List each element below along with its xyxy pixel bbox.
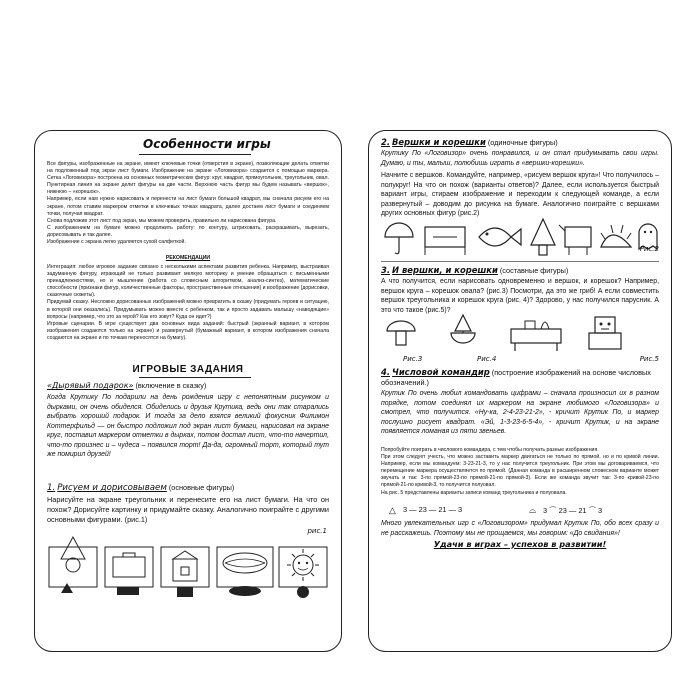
robot-drawing (589, 317, 621, 349)
intro-paragraph: Снова подложив этот лист под экран, мы можем проверить, правильно ли нарисована фигура. (47, 217, 277, 224)
task1-text: Нарисуйте на экране треугольник и перенесите его на лист бумаги. На что он похож? Дорисуйте картинку и придумайте сказку. Аналогично поиграйте с другими основными фигурами. (рис.1) (47, 495, 329, 525)
figure2-label: Рис.2 (639, 245, 659, 253)
figure3-5-drawings (381, 311, 659, 355)
tri-house-drawing (49, 537, 97, 593)
task4-note: (построение изображений на основе числовых обозначений.) (381, 368, 651, 388)
right-page (368, 130, 672, 652)
task2-number: 2. (381, 137, 391, 147)
task1-number: 1. (47, 483, 56, 493)
task2-heading (381, 137, 659, 148)
task3-note: (составные фигуры) (499, 266, 569, 275)
task4-title: Числовой командир (392, 367, 490, 377)
table-drawing (511, 321, 561, 351)
task2-title: Вершки и корешки (392, 137, 486, 147)
command-half-oval: 3 ⌒ 23 — 21 ⌒ 3 (543, 506, 603, 515)
closing-text: Много увлекательных игр с «Логовизором» придумал Крутик По, обо всех сразу и не расскажешь. Поэтому мы не прощаемся, мы говорим: «До свидания»! (381, 520, 659, 537)
intro-text (47, 161, 329, 246)
half-oval-icon: ⌓ (529, 505, 537, 515)
bench-drawing (425, 227, 465, 255)
bag-drawing (105, 547, 153, 595)
task4-number: 4. (381, 367, 391, 377)
intro-paragraph: Изображение с экрана легко удаляется сухой салфеткой. (47, 239, 186, 246)
task1-title: Рисуем и дорисовываем (57, 483, 167, 493)
task4-story: Крутик По очень любил командовать цифрами – сначала произносил их в разном порядке, потом соединял их маркером на экране любимого «Логовизора» и смотрел, что получится. «Ну-ка, 2-4-23-21-2», - кричит Крутик По, и маркер послушно рисует квадрат. «Эй, 1-3-23-6-5-4», - кричит Крутик, и на экране появляется ломаная из пяти звеньев. (381, 390, 659, 435)
mushroom-drawing (387, 321, 415, 345)
figure5-label: Рис.5 (639, 355, 659, 363)
recommendations-text (47, 264, 329, 342)
house-drawing (161, 547, 209, 597)
task4-text (381, 447, 659, 497)
figure2-drawings (381, 215, 659, 259)
tree-drawing (531, 219, 555, 255)
gift-note: (включение в сказку) (135, 381, 207, 390)
recommendation-paragraph: Придумай сказку. Несложно дорисованных изображений можно превратить в сказку (придумать героев и ситуацию, в которой они оказались). Придумывать можно вместе с ребенком, так и просто задавать малышу «наводящие» вопросы (например, что это за герой? Как его зовут? Куда он идет?) (47, 299, 329, 320)
task2-note: (одиночные фигуры) (487, 138, 558, 147)
intro-paragraph: Все фигуры, изображенные на экране, имеют ключевые точки (отверстия в экране), позволяющие делать отметки на подложенный под экран лист бумаги. Изображение на экране «Логовизора» создается с помощью маркера. Сетка «Логовизора» построена из основных геометрических фигур: круг, квадрат, прямоугольник, треугольник, овал. Пунктирная линия на экране делит фигуры на две части. Верхнюю часть фигур мы будем называть «вершок», нижнюю – «корешок». (47, 161, 329, 196)
task4-paragraph: При этом следует учесть, что можно заставить маркер двигаться не только по прямой, но и по кривой линии. Например, если мы командуем: 3-23-21-3, то у нас получится треугольник. При этом мы договариваемся, что перемещение маркера осуществляется по прямой. (Данная команда в расширенном словесном варианте может звучать и так: 3-по прямой-23-по прямой-21-по прямой-3). Если же команда звучит так: 3-по кривой-23-по прямой-21-по кривой-3, то получится полуовал. (381, 454, 659, 489)
recommendations-heading: РЕКОМЕНДАЦИИ (165, 255, 211, 261)
hedgehog-drawing (601, 225, 631, 247)
left-page-title: Особенности игры (143, 137, 271, 151)
games-underline (139, 377, 251, 378)
task2-story: Крутику По «Логовизор» очень понравился, и он стал придумывать свои игры. Думаю, и ты, малыш, полюбишь играть в «вершки-корешки». (381, 150, 659, 167)
task3-text: А что получится, если нарисовать одновременно и вершок, и корешок? Например, вершок круга – корешок овала? (рис.3) Посмотри, да это же гриб! А если совместить вершок треугольника и корешок круга (рис. 4)? Здорово, у нас получился парусник. А это что такое (рис.5)? (381, 278, 659, 314)
games-heading: ИГРОВЫЕ ЗАДАНИЯ (132, 364, 244, 375)
task4-paragraph: Попробуйте поиграть в числового командира, с тем чтобы получать разные изображения. (381, 447, 599, 453)
triangle-icon: △ (389, 505, 396, 515)
task3-title: И вершки, и корешки (392, 265, 498, 275)
task3-number: 3. (381, 265, 391, 275)
sailboat-drawing (451, 315, 475, 343)
section-divider (381, 261, 659, 262)
figure3-label: Рис.3 (403, 355, 423, 363)
task2-text: Начните с вершков. Командуйте, например, «рисуем вершок круга»! Что получилось – полукруг! На что он похож (варианты ответов)? Далее, если используется быстрый вариант игры, стираем изображение и переходим к следующей команде, а если развернутый – доводим до рисунка на бумаге. Аналогично поиграйте с вершками других основных фигур (рис.2) (381, 172, 659, 217)
animal-drawing (559, 225, 591, 255)
title-underline (139, 154, 251, 155)
task1-heading (47, 483, 329, 493)
gift-title: «Дырявый подарок» (47, 381, 134, 390)
recommendation-paragraph: Интеграция: любое игровое задание связано с несколькими аспектами развития ребенка. Например, выстраивая задуманную фигуру, играющий не только развивает мелкую моторику и умение обращаться с письменными принадлежностями, но и мышление (работа со словесным алгоритмом, анализ-синтез), математические способности (признаки фигур, количественные факторы, пространственные отношения) и воображение (дорисовки, сказочные сюжеты). (47, 264, 329, 299)
left-page (34, 130, 342, 652)
figure1-drawings (47, 535, 329, 599)
task3-heading (381, 265, 659, 276)
task4-paragraph: На рис. 5 представлены варианты записи команд треугольника и полуовала. (381, 489, 567, 496)
figure1-label: рис.1 (307, 527, 327, 535)
intro-paragraph: Например, если нам нужно нарисовать и перенести на лист бумаги большой квадрат, мы сначала рисуем его на экране, потом ставим маркером отметки в ключевых точках квадрата, далее достаем лист бумаги и соединяем точки, получая квадрат. (47, 196, 329, 217)
task4-heading (381, 367, 659, 388)
umbrella-drawing (385, 223, 413, 254)
sun-drawing (279, 547, 327, 598)
intro-paragraph: С изображением на бумаге можно продолжить работу: по контуру, штриховать, раскрашивать, вырезать, дорисовывать и так далее. (47, 224, 329, 238)
wish-text: Удачи в играх – успехов в развитии! (433, 539, 607, 549)
recommendation-paragraph: Игровые сценарии. В игре существует два основных вида заданий: быстрый (экранный вариант, в котором изображения создаются только на экране) и развернутый (бумажный вариант, в котором изображения сначала создаются на экране и по точкам переносятся на бумагу). (47, 320, 329, 341)
command-triangle: 3 — 23 — 21 — 3 (403, 505, 463, 514)
gift-story: Когда Крутику По подарили на день рождения игру с непонятным рисунком и дырками, он очень обиделся. Обиделись и друзья Крутика, ведь они так старались выбрать хороший подарок. И тогда за дело взялся великий фокусник Филимон Коттерфильд — он быстро подложил под экран лист бумаги, нарисовал на экране круг, поставил маркером отметки в дырках, потом достал лист, что-то начертил, что-то произнес и – чудеса – появился торт! Да-да, огромный торт, который тут же помирил друзей! (47, 394, 329, 458)
watermelon-drawing (217, 547, 273, 596)
task1-note: (основные фигуры) (168, 483, 235, 492)
gift-heading (47, 381, 329, 391)
fish-drawing (479, 228, 521, 246)
figure4-label: Рис.4 (477, 355, 497, 363)
